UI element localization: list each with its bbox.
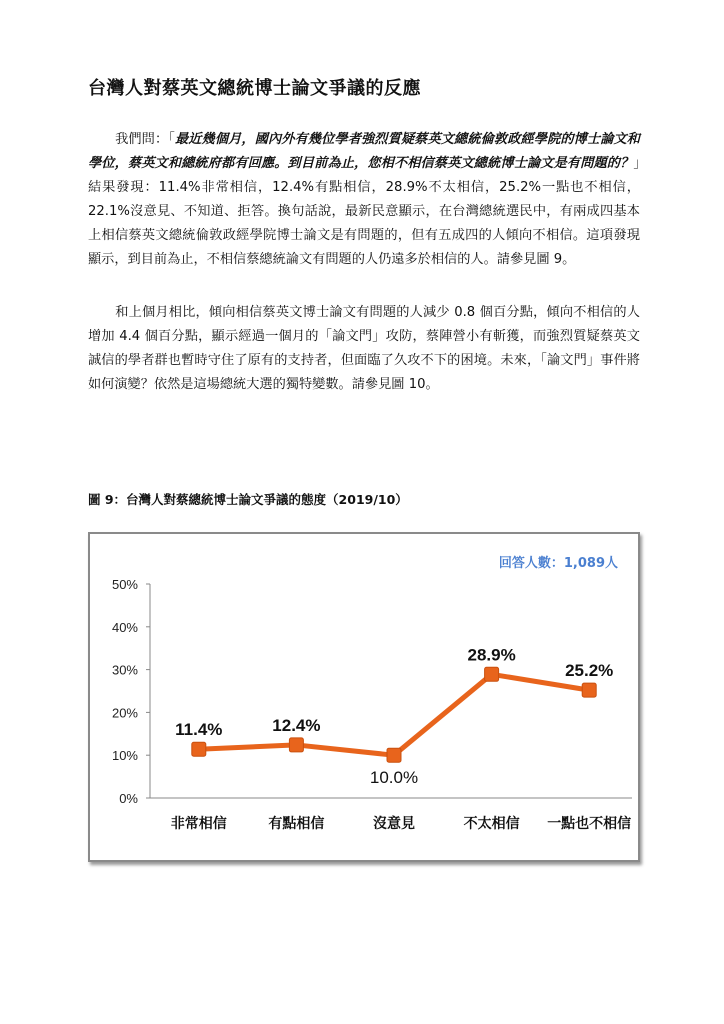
paragraph-2 xyxy=(88,301,640,397)
paragraph-2-text: 和上個月相比，傾向相信蔡英文博士論文有問題的人減少 0.8 個百分點，傾向不相信的人增加 4.4 個百分點，顯示經過一個月的「論文門」攻防，蔡陣營小有斬獲，而強烈質疑蔡英文誠信的學者群也暫時守住了原有的支持者，但面臨了久攻不下的困境。未來，「論文門」事件將如何演變？依然是這場總統大選的獨特變數。請參見圖 10。 xyxy=(88,305,640,392)
x-tick-label: 不太相信 xyxy=(463,816,520,832)
data-point xyxy=(289,738,303,752)
data-point xyxy=(485,667,499,681)
data-label: 25.2% xyxy=(565,661,614,681)
y-tick-label: 50% xyxy=(111,577,138,592)
paragraph-1-lead: 我們問：「 xyxy=(115,132,175,147)
y-tick-label: 10% xyxy=(111,748,138,764)
series-line xyxy=(199,674,589,755)
chart-canvas xyxy=(90,534,638,860)
paragraph-1 xyxy=(88,128,640,272)
data-label: 28.9% xyxy=(467,645,516,665)
data-point xyxy=(192,742,206,756)
x-tick-label: 一點也不相信 xyxy=(547,816,632,832)
x-tick-label: 有點相信 xyxy=(268,816,325,832)
page-title: 台灣人對蔡英文總統博士論文爭議的反應 xyxy=(88,78,421,99)
data-label: 11.4% xyxy=(175,720,223,740)
figure-caption: 圖 9：台灣人對蔡總統博士論文爭議的態度（2019/10） xyxy=(88,492,408,507)
paragraph-1-results: 」結果發現：11.4%非常相信，12.4%有點相信，28.9%不太相信，25.2%一點也不相信，22.1%沒意見、不知道、拒答。換句話說，最新民意顯示，在台灣總統選民中，有兩成四基本上相信蔡英文總統倫敦政經學院博士論文是有問題的，但有五成四的人傾向不相信。這項發現顯示，到目前為止，不相信蔡總統論文有問題的人仍遠多於相信的人。請參見圖 9。 xyxy=(88,156,640,267)
y-tick-label: 40% xyxy=(111,619,138,635)
x-tick-label: 非常相信 xyxy=(170,816,227,832)
y-tick-label: 20% xyxy=(111,705,138,721)
line-chart xyxy=(88,532,640,862)
y-tick-label: 0% xyxy=(119,791,138,806)
x-tick-label: 沒意見 xyxy=(373,816,415,832)
data-point xyxy=(387,748,401,762)
data-label: 10.0% xyxy=(369,768,419,788)
data-label: 12.4% xyxy=(272,715,321,735)
y-tick-label: 30% xyxy=(111,662,138,678)
respondent-count: 回答人數：1,089人 xyxy=(498,556,618,571)
data-point xyxy=(582,683,596,697)
survey-question: 最近幾個月，國內外有幾位學者強烈質疑蔡英文總統倫敦政經學院的博士論文和學位，蔡英文和總統府都有回應。到目前為止，您相不相信蔡英文總統博士論文是有問題的？ xyxy=(88,132,640,171)
